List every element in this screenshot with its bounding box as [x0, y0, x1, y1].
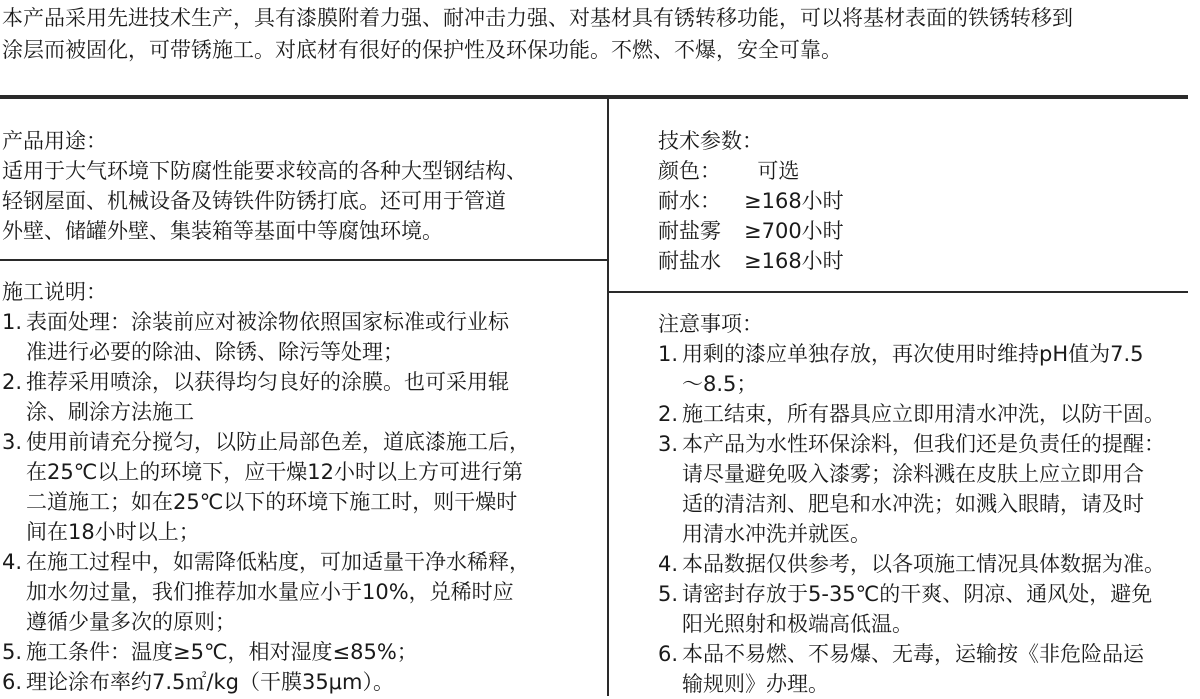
item-text-continued: 二道施工；如在25℃以下的环境下施工时，则干燥时 — [26, 490, 518, 514]
spec-value: ≥168小时 — [744, 249, 844, 273]
item-text-continued: 请尽量避免吸入漆雾；涂料溅在皮肤上应立即用合 — [682, 462, 1144, 486]
usage-line: 适用于大气环境下防腐性能要求较高的各种大型钢结构、 — [2, 159, 527, 183]
usage-line: 外壁、储罐外壁、集装箱等基面中等腐蚀环境。 — [2, 219, 443, 243]
item-text: 本品数据仅供参考，以各项施工情况具体数据为准。 — [682, 552, 1165, 576]
usage-line: 轻钢屋面、机械设备及铸铁件防锈打底。还可用于管道 — [2, 189, 506, 213]
item-number: 2. — [658, 402, 679, 426]
item-text-continued: 间在18小时以上； — [26, 520, 200, 544]
construction-heading: 施工说明： — [2, 280, 107, 304]
spec-value: ≥700小时 — [744, 219, 844, 243]
specs-section — [658, 126, 844, 276]
note-item — [658, 429, 1165, 459]
item-number: 6. — [2, 670, 23, 694]
item-text: 本品不易燃、不易爆、无毒，运输按《非危险品运 — [682, 642, 1144, 666]
item-text-continued: 准进行必要的除油、除锈、除污等处理； — [26, 340, 404, 364]
item-text: 推荐采用喷涂，以获得均匀良好的涂膜。也可采用辊 — [26, 370, 509, 394]
spec-value: ≥168小时 — [744, 189, 844, 213]
note-item — [658, 579, 1165, 609]
item-text-continued: 适的清洁剂、肥皂和水冲洗；如溅入眼睛，请及时 — [682, 492, 1144, 516]
construction-item — [2, 307, 530, 337]
intro-paragraph — [2, 2, 1198, 66]
construction-item — [2, 547, 530, 577]
item-text: 使用前请充分搅匀，以防止局部色差，道底漆施工后， — [26, 430, 530, 454]
item-number: 1. — [658, 342, 679, 366]
item-text: 施工结束，所有器具应立即用清水冲洗，以防干固。 — [682, 402, 1165, 426]
right-section-divider — [609, 291, 1188, 293]
usage-section — [2, 126, 527, 246]
spec-label: 耐盐水 — [658, 249, 721, 273]
construction-section — [2, 277, 530, 697]
column-divider — [607, 99, 609, 696]
notes-heading: 注意事项： — [658, 312, 763, 336]
item-text: 用剩的漆应单独存放，再次使用时维持pH值为7.5 — [682, 342, 1144, 366]
item-text: 本产品为水性环保涂料，但我们还是负责任的提醒： — [682, 432, 1165, 456]
construction-item — [2, 427, 530, 457]
construction-item — [2, 367, 530, 397]
item-text-continued: 加水勿过量，我们推荐加水量应小于10%，兑稀时应 — [26, 580, 514, 604]
note-item — [658, 399, 1165, 429]
spec-label: 颜色： — [658, 159, 721, 183]
spec-row-color — [658, 156, 844, 186]
spec-row-salt-spray — [658, 216, 844, 246]
item-text: 施工条件：温度≥5℃，相对湿度≤85%； — [26, 640, 418, 664]
note-item — [658, 339, 1165, 369]
item-text: 表面处理：涂装前应对被涂物依照国家标准或行业标 — [26, 310, 509, 334]
intro-line: 涂层而被固化，可带锈施工。对底材有很好的保护性及环保功能。不燃、不爆，安全可靠。 — [2, 38, 842, 62]
item-text: 请密封存放于5-35℃的干爽、阴凉、通风处，避免 — [682, 582, 1153, 606]
construction-item — [2, 637, 530, 667]
spec-row-water — [658, 186, 844, 216]
item-number: 4. — [658, 552, 679, 576]
spec-label: 耐盐雾 — [658, 219, 721, 243]
item-text-continued: 遵循少量多次的原则； — [26, 610, 236, 634]
spec-value: 可选 — [744, 159, 800, 183]
spec-row-salt-water — [658, 246, 844, 276]
item-number: 1. — [2, 310, 23, 334]
top-divider — [0, 95, 1188, 99]
item-text: 在施工过程中，如需降低粘度，可加适量干净水稀释， — [26, 550, 530, 574]
item-text-continued: 在25℃以上的环境下，应干燥12小时以上方可进行第 — [26, 460, 524, 484]
item-number: 3. — [658, 432, 679, 456]
left-section-divider — [0, 259, 607, 261]
item-text: 理论涂布率约7.5㎡/kg（干膜35μm）。 — [26, 670, 395, 694]
item-number: 5. — [658, 582, 679, 606]
notes-section — [658, 309, 1165, 699]
item-text-continued: 输规则》办理。 — [682, 672, 829, 696]
item-text-continued: 用清水冲洗并就医。 — [682, 522, 871, 546]
item-text-continued: 涂、刷涂方法施工 — [26, 400, 194, 424]
specs-heading: 技术参数： — [658, 129, 763, 153]
item-text-continued: 阳光照射和极端高低温。 — [682, 612, 913, 636]
item-number: 3. — [2, 430, 23, 454]
item-number: 4. — [2, 550, 23, 574]
spec-label: 耐水： — [658, 189, 721, 213]
construction-item — [2, 667, 530, 697]
intro-line: 本产品采用先进技术生产，具有漆膜附着力强、耐冲击力强、对基材具有锈转移功能，可以将基材表面的铁锈转移到 — [2, 6, 1073, 30]
note-item — [658, 639, 1165, 669]
usage-heading: 产品用途： — [2, 129, 107, 153]
item-number: 6. — [658, 642, 679, 666]
item-number: 5. — [2, 640, 23, 664]
item-text-continued: ～8.5； — [682, 372, 758, 396]
item-number: 2. — [2, 370, 23, 394]
note-item — [658, 549, 1165, 579]
